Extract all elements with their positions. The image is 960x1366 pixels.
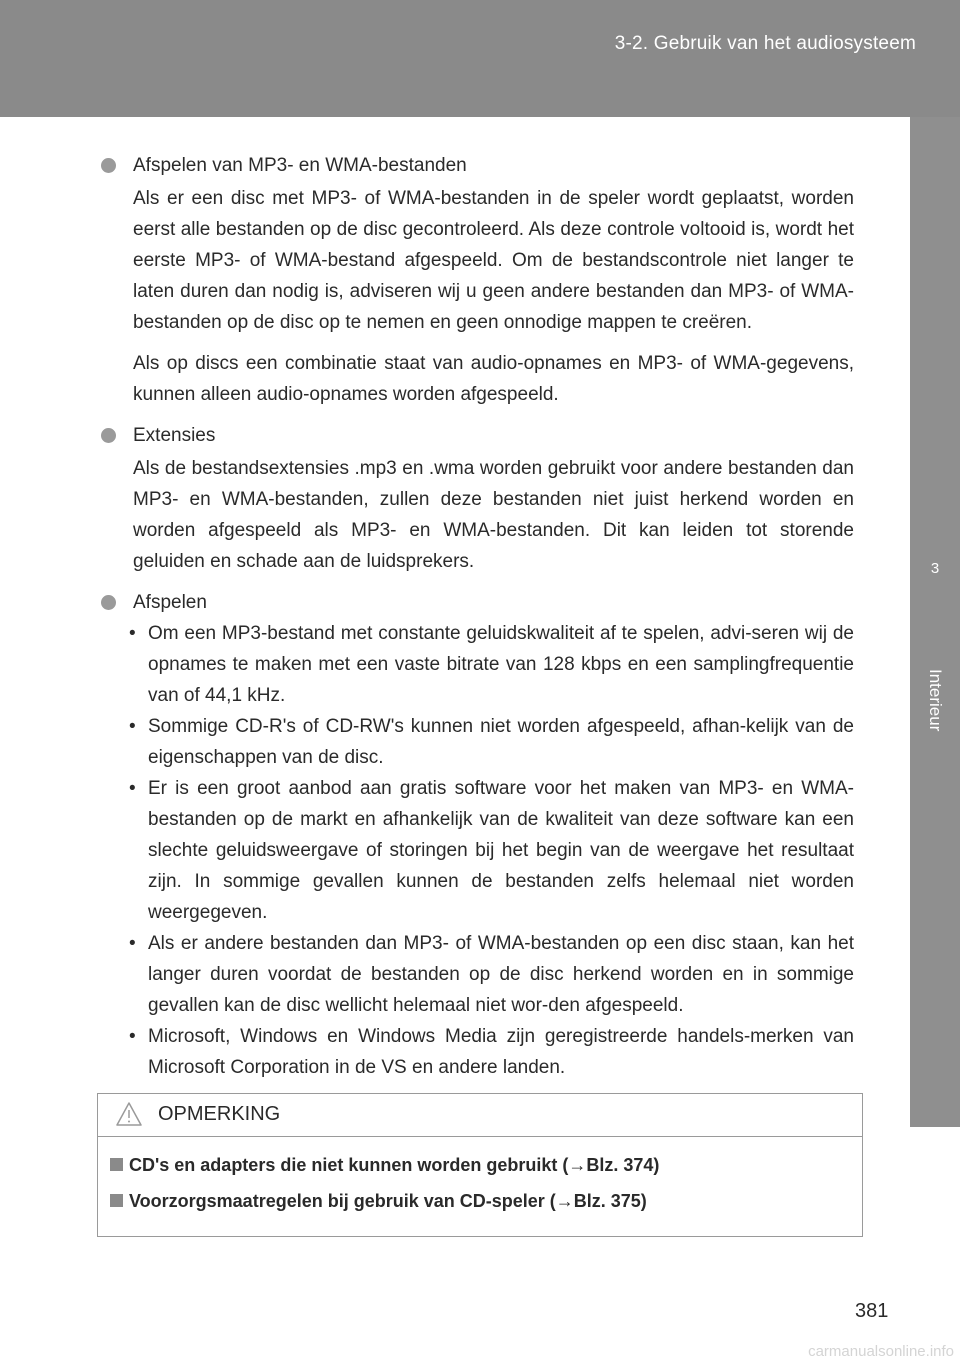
square-bullet-icon [110, 1194, 123, 1207]
section-heading-text: Afspelen van MP3- en WMA-bestanden [133, 155, 467, 176]
chapter-label: Interieur [926, 668, 945, 732]
page-header [0, 0, 960, 117]
note-title: OPMERKING [158, 1103, 281, 1125]
list-item: • Sommige CD-R's of CD-RW's kunnen niet worden afgespeeld, afhan-kelijk van de eigenschappen van de disc. [129, 711, 854, 773]
section-heading-text: Extensies [133, 425, 216, 446]
section-title: 3-2. Gebruik van het audiosysteem [614, 33, 916, 54]
paragraph: Als er een disc met MP3- of WMA-bestanden in de speler wordt geplaatst, worden eerst alle bestanden op de disc gecontroleerd. Als deze controle voltooid is, wordt het eerste MP3- of WMA-bestand afgespeeld. Om de bestandscontrole niet langer te laten duren dan nodig is, adviseren wij u geen andere bestanden dan MP3- of WMA-bestanden op de disc op te nemen en geen onnodige mappen te creëren. [133, 188, 854, 333]
chapter-number: 3 [930, 560, 940, 577]
bullet-circle-icon [101, 595, 116, 610]
page-content [110, 150, 854, 1083]
section-heading-mp3 [110, 150, 854, 181]
note-item [110, 1155, 659, 1176]
warning-icon [116, 1102, 142, 1126]
list-item: • Microsoft, Windows en Windows Media zijn geregistreerde handels-merken van Microsoft Corporation in de VS en andere landen. [129, 1021, 854, 1083]
chapter-side-tab [910, 117, 960, 1127]
note-item-text: CD's en adapters die niet kunnen worden gebruikt (→Blz. 374) [129, 1155, 660, 1175]
section-heading-extensions [110, 420, 854, 451]
list-item: • Als er andere bestanden dan MP3- of WMA-bestanden op een disc staan, kan het langer duren voordat de bestanden op de disc herkend worden en in sommige gevallen kan de disc wellicht helemaal niet wor-den afgespeeld. [129, 928, 854, 1021]
section-heading-playback [110, 587, 854, 618]
paragraph: Als op discs een combinatie staat van audio-opnames en MP3- of WMA-gegevens, kunnen alleen audio-opnames worden afgespeeld. [133, 353, 854, 405]
watermark: carmanualsonline.info [808, 1343, 954, 1360]
bullet-circle-icon [101, 158, 116, 173]
note-item-text: Voorzorgsmaatregelen bij gebruik van CD-speler (→Blz. 375) [129, 1191, 647, 1211]
note-box [97, 1093, 863, 1237]
paragraph: Als de bestandsextensies .mp3 en .wma worden gebruikt voor andere bestanden dan MP3- en WMA-bestanden, zullen deze bestanden niet juist herkend worden en worden afgespeeld als MP3- en WMA-bestanden. Dit kan leiden tot storende geluiden en schade aan de luidsprekers. [133, 458, 854, 572]
list-item: • Er is een groot aanbod aan gratis software voor het maken van MP3- en WMA-bestanden op de markt en afhankelijk van de kwaliteit van deze software kan een slechte geluidsweergave of storingen bij het begin van de weergave het resultaat zijn. In sommige gevallen kunnen de bestanden zelfs helemaal niet worden weergegeven. [129, 773, 854, 928]
note-header [98, 1094, 862, 1137]
bullet-circle-icon [101, 428, 116, 443]
playback-list [110, 618, 854, 1083]
square-bullet-icon [110, 1158, 123, 1171]
page-number: 381 [855, 1300, 889, 1322]
section-heading-text: Afspelen [133, 592, 207, 613]
list-item: • Om een MP3-bestand met constante geluidskwaliteit af te spelen, advi-seren wij de opnames te maken met een vaste bitrate van 128 kbps en een samplingfrequentie van of 44,1 kHz. [129, 618, 854, 711]
note-item [110, 1191, 647, 1212]
